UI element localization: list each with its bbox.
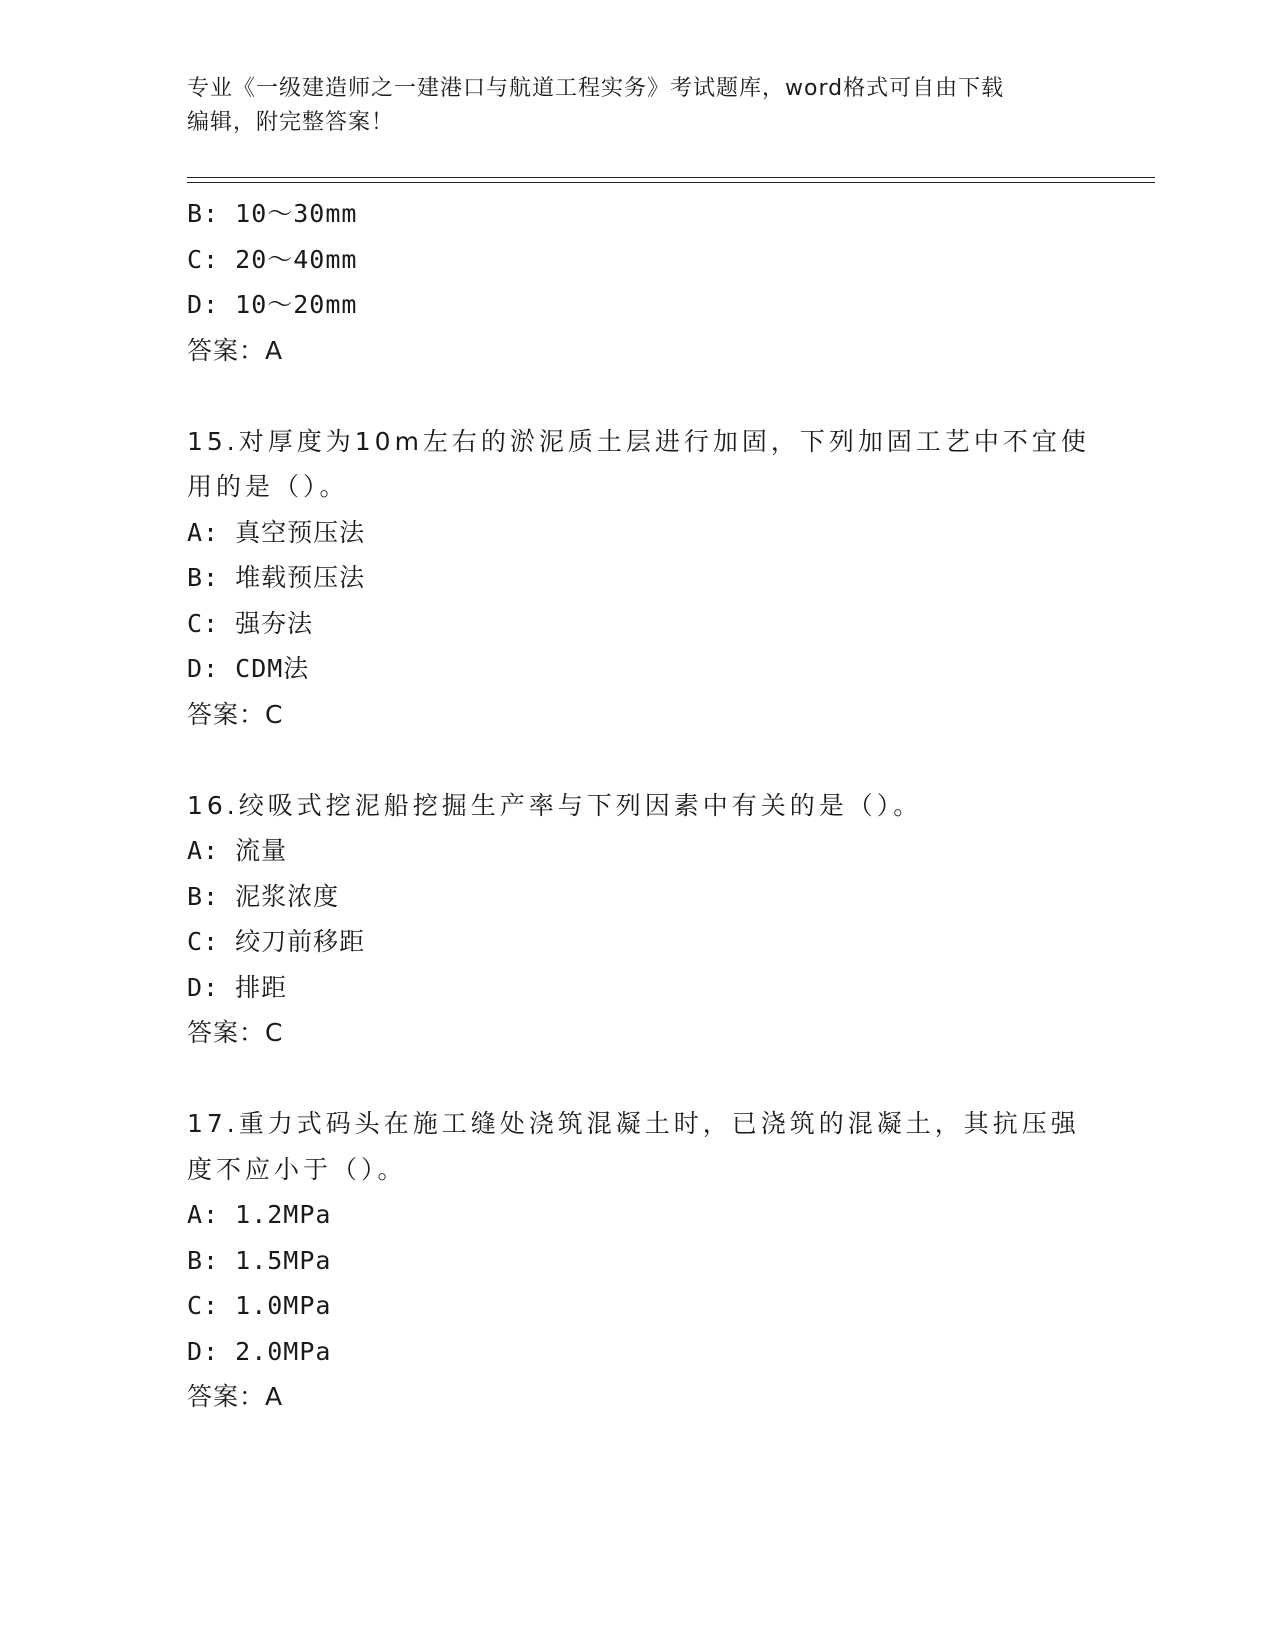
header-line-1: 专业《一级建造师之一建港口与航道工程实务》考试题库，word格式可自由下载 bbox=[187, 76, 1005, 101]
option-a: A: 真空预压法 bbox=[187, 517, 366, 547]
question-text bbox=[187, 419, 1090, 510]
option-d: D: 排距 bbox=[187, 972, 288, 1002]
question-14-tail bbox=[187, 191, 1087, 373]
option-b: B: 1.5MPa bbox=[187, 1245, 332, 1275]
document-header bbox=[187, 72, 1087, 140]
question-text-line-1: 16.绞吸式挖泥船挖掘生产率与下列因素中有关的是（）。 bbox=[187, 790, 923, 820]
header-line-2: 编辑，附完整答案！ bbox=[187, 110, 395, 135]
option-b: B: 泥浆浓度 bbox=[187, 881, 340, 911]
question-17 bbox=[187, 1101, 1087, 1420]
header-divider-bottom bbox=[187, 182, 1155, 183]
question-text-line-2: 用的是（）。 bbox=[187, 472, 349, 501]
question-15 bbox=[187, 419, 1090, 738]
option-d: D: 2.0MPa bbox=[187, 1336, 332, 1366]
question-text bbox=[187, 783, 1087, 829]
spacer bbox=[187, 373, 1087, 419]
question-text bbox=[187, 1101, 1087, 1192]
option-c: C: 20～40mm bbox=[187, 244, 358, 274]
option-c: C: 绞刀前移距 bbox=[187, 927, 366, 956]
option-d: D: CDM法 bbox=[187, 654, 310, 683]
option-d: D: 10～20mm bbox=[187, 290, 358, 319]
option-b: B: 10～30mm bbox=[187, 199, 358, 228]
spacer bbox=[187, 1056, 1087, 1102]
spacer bbox=[187, 737, 1087, 783]
question-text-line-1: 17.重力式码头在施工缝处浇筑混凝土时，已浇筑的混凝土，其抗压强 bbox=[187, 1109, 1080, 1138]
header-divider-top bbox=[187, 177, 1155, 178]
question-text-line-2: 度不应小于（）。 bbox=[187, 1154, 407, 1184]
question-list bbox=[187, 191, 1090, 1420]
option-c: C: 强夯法 bbox=[187, 608, 314, 638]
option-a: A: 1.2MPa bbox=[187, 1200, 332, 1229]
option-a: A: 流量 bbox=[187, 836, 288, 865]
answer-line: 答案：C bbox=[187, 699, 284, 729]
answer-line: 答案：A bbox=[187, 335, 284, 365]
question-16 bbox=[187, 783, 1087, 1056]
option-c: C: 1.0MPa bbox=[187, 1291, 332, 1320]
answer-line: 答案：A bbox=[187, 1382, 284, 1411]
question-text-line-1: 15.对厚度为10m左右的淤泥质土层进行加固，下列加固工艺中不宜使 bbox=[187, 426, 1090, 456]
option-b: B: 堆载预压法 bbox=[187, 563, 366, 592]
answer-line: 答案：C bbox=[187, 1018, 284, 1047]
